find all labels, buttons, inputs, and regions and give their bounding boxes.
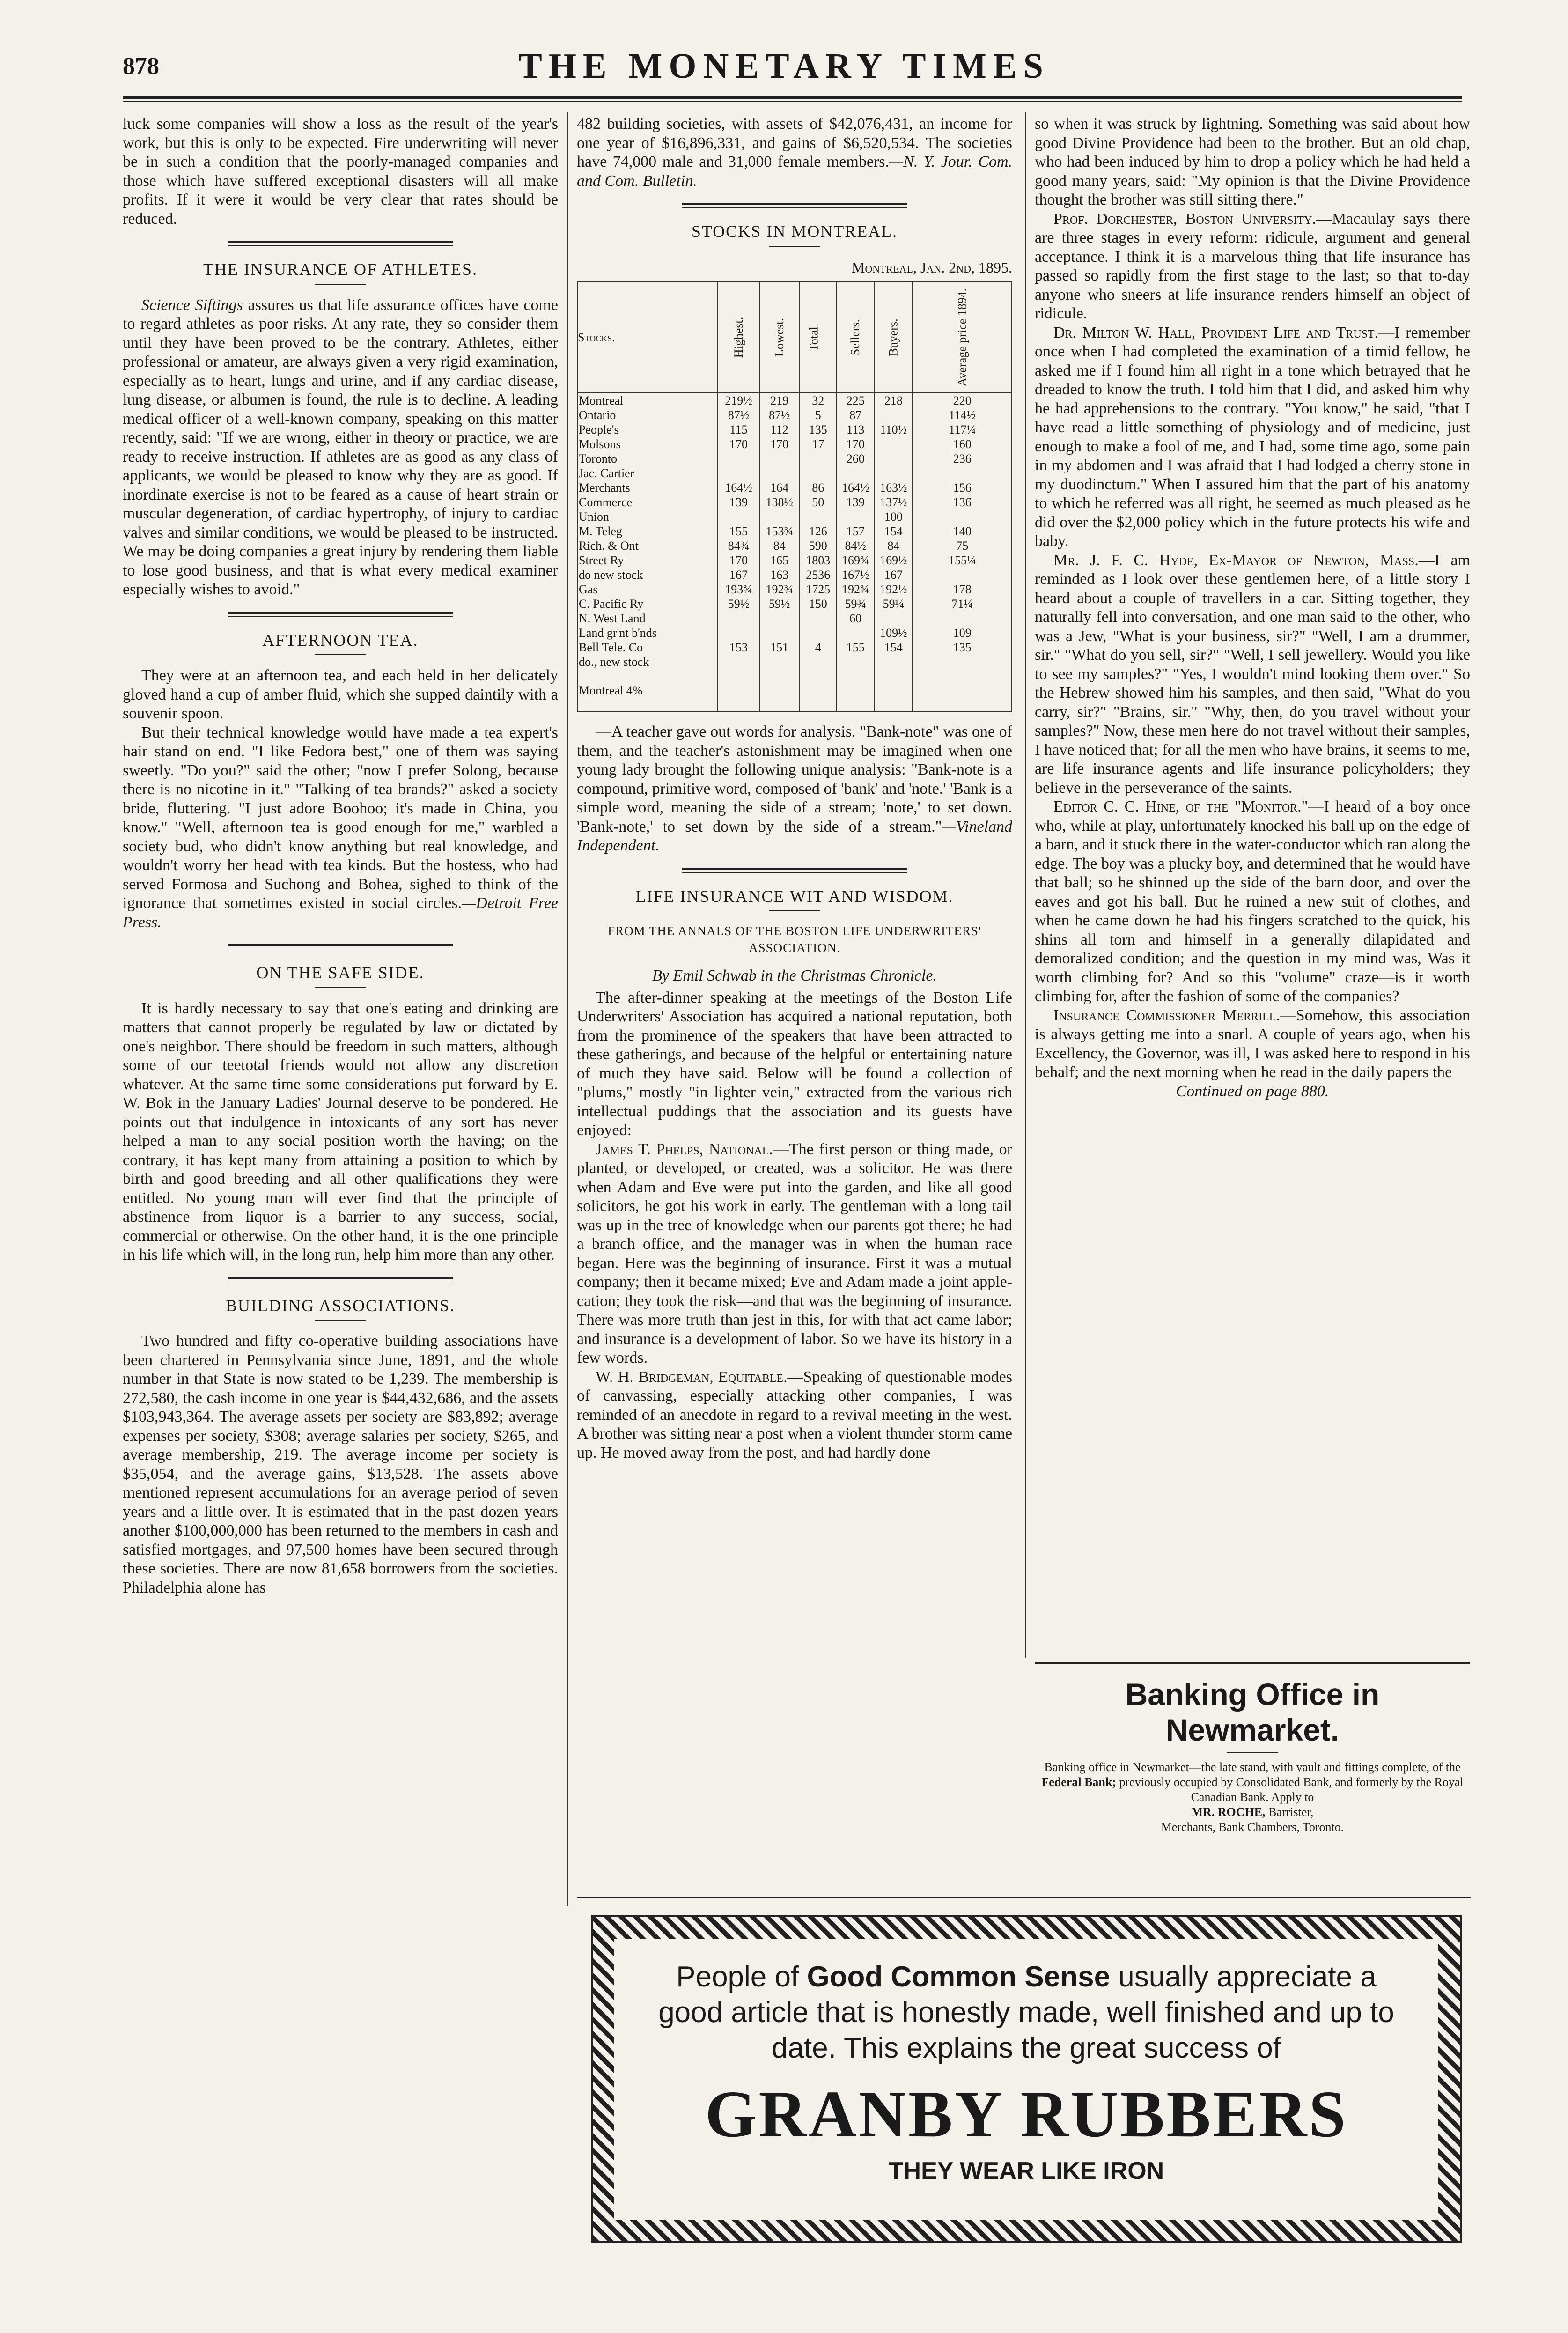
table-cell: 154 (874, 640, 913, 655)
paragraph-text: But their technical knowledge would have made a tea expert's hair stand on end. "I like Fedora best," one of them was saying sweetly. "Do you?" said the other; "now I prefer Solong, because there is no nicotine in it." "Talking of tea brands?" asked a society bride, fluttering. "I just adore Boohoo; it's made in China, you know." "Well, afternoon tea is good enough for me," warbled a society bud, who didn't know anything but real knowledge, and wouldn't worry her head with tea kinds. But the hostess, who had served Formosa and Suchong and Bohea, sighed to think of the ignorance that sometimes existed in social circles. (123, 724, 558, 912)
table-header-cell (759, 282, 799, 393)
table-cell: 170 (718, 437, 759, 451)
table-cell: 86 (799, 480, 837, 495)
section-subheading: FROM THE ANNALS OF THE BOSTON LIFE UNDERWRITERS' ASSOCIATION. (608, 924, 981, 955)
table-cell (799, 451, 837, 466)
table-row (577, 524, 1012, 539)
table-cell: 137½ (874, 495, 913, 509)
section-heading: STOCKS IN MONTREAL. (691, 222, 898, 241)
table-cell: 156 (913, 480, 1012, 495)
table-row (577, 451, 1012, 466)
paragraph: The after-dinner speaking at the meetings of the Boston Life Underwriters' Association has acquired a national reputation, both from the prominence of the speakers that have been attracted to these gatherings, and because of the helpful or entertaining nature of much they have said. Below will be found a collection of "plums," mostly "in lighter vein," extracted from the various rich intellectual puddings that the association and its guests have enjoyed: (577, 989, 1012, 1139)
paragraph-text: —Speaking of questionable modes of canvassing, especially attacking other companies, I was reminded of an anecdote in regard to a revival meeting in the west. A brother was sitting near a post when a violent thunder storm came up. He moved away from the post, and had hardly done (577, 1368, 1012, 1462)
table-cell: 219½ (718, 393, 759, 408)
table-cell: 1803 (799, 553, 837, 568)
ad-emphasis: Good Common Sense (807, 1961, 1111, 1993)
table-cell: 84 (759, 539, 799, 553)
stock-name-cell: do., new stock (577, 655, 718, 669)
table-cell: 113 (837, 422, 874, 437)
table-cell (718, 451, 759, 466)
table-cell: 139 (837, 495, 874, 509)
stock-name-cell: Jac. Cartier (577, 466, 718, 480)
table-cell: 1725 (799, 582, 837, 597)
table-cell: 169¾ (837, 553, 874, 568)
byline: By Emil Schwab in the Christmas Chronicle. (652, 967, 937, 984)
section-heading: AFTERNOON TEA. (262, 630, 419, 650)
table-row (577, 553, 1012, 568)
table-cell (837, 509, 874, 524)
table-row (577, 408, 1012, 422)
table-row (577, 480, 1012, 495)
table-cell: 84½ (837, 539, 874, 553)
ad-copy (614, 1959, 1438, 2066)
stock-name-cell: M. Teleg (577, 524, 718, 539)
stock-name-cell: Montreal 4% (577, 669, 718, 712)
table-cell: 139 (718, 495, 759, 509)
table-cell: 126 (799, 524, 837, 539)
paragraph (1035, 797, 1470, 1006)
table-cell (913, 611, 1012, 626)
table-cell (913, 466, 1012, 480)
table-cell: 87½ (718, 408, 759, 422)
table-row (577, 568, 1012, 582)
table-cell: 71¼ (913, 597, 1012, 611)
table-cell: 100 (874, 509, 913, 524)
table-cell (913, 509, 1012, 524)
table-cell (799, 669, 837, 712)
table-cell: 151 (759, 640, 799, 655)
table-cell: 138½ (759, 495, 799, 509)
paragraph (577, 115, 1012, 191)
paragraph (123, 296, 558, 599)
masthead-rule (123, 96, 1462, 99)
table-header-cell (913, 282, 1012, 393)
table-cell (874, 611, 913, 626)
ad-title: Banking Office in Newmarket. (1125, 1677, 1380, 1747)
ad-address: Merchants, Bank Chambers, Toronto. (1161, 1820, 1344, 1834)
table-cell: 153¾ (759, 524, 799, 539)
heading-rule (769, 910, 820, 911)
speaker-name: Dr. Milton W. Hall, Provident Life and Trust. (1053, 324, 1379, 341)
table-cell: 150 (799, 597, 837, 611)
table-cell: 590 (799, 539, 837, 553)
table-header-cell (874, 282, 913, 393)
table-cell: 155 (837, 640, 874, 655)
table-row (577, 655, 1012, 669)
table-cell: 193¾ (718, 582, 759, 597)
table-cell (874, 466, 913, 480)
page-number: 878 (123, 53, 159, 80)
table-header-cell: Stocks. (577, 282, 718, 393)
stock-name-cell: Union (577, 509, 718, 524)
table-cell: 192½ (874, 582, 913, 597)
heading-rule (315, 654, 366, 655)
table-row (577, 495, 1012, 509)
table-cell: 2536 (799, 568, 837, 582)
masthead-rule-thin (123, 101, 1462, 102)
table-cell: 164 (759, 480, 799, 495)
table-header-label: Lowest. (773, 317, 787, 357)
table-cell (837, 466, 874, 480)
ad-text: Banking office in Newmarket—the late stand, with vault and fittings complete, of the (1044, 1760, 1461, 1774)
table-cell: 75 (913, 539, 1012, 553)
column-2 (577, 115, 1012, 1462)
table-cell (718, 611, 759, 626)
stock-name-cell: Land gr'nt b'nds (577, 626, 718, 640)
table-cell (759, 466, 799, 480)
stock-name-cell: Bell Tele. Co (577, 640, 718, 655)
table-row (577, 611, 1012, 626)
table-cell: 165 (759, 553, 799, 568)
table-row (577, 466, 1012, 480)
table-header-cell (837, 282, 874, 393)
table-cell: 136 (913, 495, 1012, 509)
stocks-date: Montreal, Jan. 2nd, 1895. (851, 258, 1012, 276)
ad-rule (577, 1897, 1471, 1898)
table-cell (913, 655, 1012, 669)
table-cell: 153 (718, 640, 759, 655)
paragraph-text: —I remember once when I had completed the examination of a timid fellow, he asked me if I found him all right in a tone which betrayed that he dreaded to know the truth. I told him that I did, and asked him why he had apprehensions to the contrary. "You know," he said, "that I have read a little something of physiology and of medicine, just enough to make a fool of me, and I had, some time ago, some pain in my abdomen and I was afraid that I had lodged a cherry stone in my duodinctum." When I assured him that the part of his anatomy to which he referred was all right, he seemed as much pleased as he did over the $2,000 policy which in the future protects his wife and baby. (1035, 324, 1470, 550)
stocks-table (577, 281, 1012, 712)
table-cell (913, 568, 1012, 582)
table-cell: 163 (759, 568, 799, 582)
section-rule (228, 612, 453, 617)
paragraph: luck some companies will show a loss as the result of the year's work, but this is only to be expected. Fire underwriting will never be in such a condition that the poorly-managed companies and those which have suffered exceptional disasters will all make profits. If it were it would be very clear that rates should be reduced. (123, 115, 558, 228)
table-cell: 5 (799, 408, 837, 422)
table-cell: 218 (874, 393, 913, 408)
table-cell: 164½ (837, 480, 874, 495)
heading-rule (315, 284, 366, 285)
stock-name-cell: Toronto (577, 451, 718, 466)
section-heading: THE INSURANCE OF ATHLETES. (203, 260, 478, 279)
source-credit: —Detroit Free Press. (123, 894, 558, 931)
table-cell: 167½ (837, 568, 874, 582)
table-row (577, 597, 1012, 611)
table-header-label: Highest. (731, 317, 745, 358)
ad-rule (1035, 1662, 1470, 1664)
table-cell (799, 509, 837, 524)
section-rule (228, 1277, 453, 1282)
table-cell: 50 (799, 495, 837, 509)
table-cell (759, 626, 799, 640)
table-header-row (577, 282, 1012, 393)
table-cell: 17 (799, 437, 837, 451)
table-cell (874, 437, 913, 451)
stock-name-cell: C. Pacific Ry (577, 597, 718, 611)
table-cell: 87½ (759, 408, 799, 422)
paragraph: They were at an afternoon tea, and each held in her delicately gloved hand a cup of amber fluid, which she supped daintily with a souvenir spoon. (123, 667, 558, 722)
table-cell: 225 (837, 393, 874, 408)
table-cell (759, 669, 799, 712)
paragraph-text: —The first person or thing made, or planted, or developed, or created, was a solicitor. He was there when Adam and Eve were put into the garden, and like all good solicitors, he got his work in early. The gentleman with a long tail was up in the tree of knowledge when our parents got there; he had a branch office, and the manager was in when the human race began. Here was the beginning of insurance. First it was a mutual company; then it became mixed; Eve and Adam made a joint apple-cation; they took the risk—and that was the beginning of insurance. There was more truth than jest in this, for with that act came labor; and insurance is a development of labor. So we have its history in a few words. (577, 1140, 1012, 1366)
paragraph (1035, 551, 1470, 798)
table-cell: 220 (913, 393, 1012, 408)
stock-name-cell: Montreal (577, 393, 718, 408)
table-cell (759, 509, 799, 524)
table-cell: 170 (718, 553, 759, 568)
table-cell: 155 (718, 524, 759, 539)
table-cell: 170 (759, 437, 799, 451)
section-rule (228, 241, 453, 246)
table-cell: 112 (759, 422, 799, 437)
ad-contact-name: MR. ROCHE, (1191, 1805, 1266, 1819)
table-cell: 115 (718, 422, 759, 437)
speaker-name: Prof. Dorchester, Boston University. (1053, 210, 1316, 228)
section-rule (228, 944, 453, 949)
table-cell: 169½ (874, 553, 913, 568)
table-header-label: Average price 1894. (955, 288, 969, 387)
table-cell (718, 466, 759, 480)
ad-text: usually appreciate a good article that is honestly made, well finished and up to date. This explains the great success of (658, 1961, 1394, 2064)
table-cell: 117¼ (913, 422, 1012, 437)
continued-note: Continued on page 880. (1176, 1082, 1329, 1100)
table-cell (759, 655, 799, 669)
paragraph-text: 482 building societies, with assets of $42,076,431, an income for one year of $16,896,331, and gains of $6,520,534. The societies have 74,000 male and 31,000 female members. (577, 115, 1012, 170)
table-cell: 84¾ (718, 539, 759, 553)
table-row (577, 437, 1012, 451)
table-header-label: Sellers. (848, 319, 862, 356)
granby-rubbers-ad (591, 1915, 1462, 2243)
table-cell: 167 (718, 568, 759, 582)
table-cell (874, 655, 913, 669)
table-cell (799, 611, 837, 626)
source-title: Science Siftings (141, 296, 243, 314)
column-1 (123, 115, 558, 1597)
table-cell: 260 (837, 451, 874, 466)
table-cell (799, 466, 837, 480)
paragraph-text: —A teacher gave out words for analysis. "Bank-note" was one of them, and the teacher's astonishment may be imagined when one young lady brought the following unique analysis: "Bank-note is a compound, primitive word, composed of 'bank' and 'note.' 'Bank is a simple word, meaning the side of a stream; 'note,' to set down. 'Bank-note,' to set down by the side of a stream." (577, 723, 1012, 835)
speaker-name: Mr. J. F. C. Hyde, Ex-Mayor of Newton, Mass. (1053, 551, 1419, 569)
heading-rule (315, 1320, 366, 1321)
table-cell (837, 669, 874, 712)
stock-name-cell: Molsons (577, 437, 718, 451)
table-row (577, 582, 1012, 597)
paragraph-text: assures us that life assurance offices have come to regard athletes as poor risks. At any rate, they so consider them until they have been proved to be the contrary. Athletes, either professional or amateur, are always given a very rigid examination, especially as to heart, lungs and urine, and if any cardiac disease, lung disease, or albumen is found, the rule is to decline. A leading medical officer of a well-known company, speaking on this matter recently, said: "If we are wrong, either in theory or practice, we are ready to receive instruction. If athletes are as good as any class of applicants, we would be pleased to know why they are as good. If inordinate exercise is not to be feared as a cause of heart strain or muscular degeneration, of cardiac hypertrophy, of injury to cardiac valves and similar conditions, we would be pleased to be instructed. We may be doing companies a great injury by rendering them liable to lose good business, and that is what every medical examiner especially wishes to avoid." (123, 296, 558, 598)
table-row (577, 539, 1012, 553)
table-cell: 164½ (718, 480, 759, 495)
column-3 (1035, 115, 1470, 1101)
table-cell: 110½ (874, 422, 913, 437)
paragraph: Two hundred and fifty co-operative building associations have been chartered in Pennsylvania since June, 1891, and the whole number in that State is now stated to be 1,239. The membership is 272,580, the cash income in one year is $44,432,686, and the assets $103,943,364. The average assets per society are $83,892; average expenses per society, $308; average salaries per society, $265, and average membership, 219. The average income per society is $35,054, and the average gains, $13,528. The assets above mentioned represent accumulations for an average period of seven years and a little over. It is estimated that in the past dozen years another $100,000,000 has been returned to the members in cash and satisfied mortgages, and 97,500 homes have been secured through these societies. There are now 81,658 borrowers from the societies. Philadelphia alone has (123, 1332, 558, 1596)
masthead: THE MONETARY TIMES (518, 46, 1050, 86)
table-cell: 167 (874, 568, 913, 582)
ad-inner (614, 1939, 1438, 2220)
banking-office-ad (1035, 1676, 1470, 1835)
section-heading: LIFE INSURANCE WIT AND WISDOM. (635, 886, 954, 906)
ad-rule-short (1227, 1752, 1278, 1753)
table-cell: 155¼ (913, 553, 1012, 568)
table-cell: 135 (913, 640, 1012, 655)
table-header-cell (718, 282, 759, 393)
table-cell: 59½ (718, 597, 759, 611)
section-rule (682, 868, 907, 873)
section-heading: BUILDING ASSOCIATIONS. (225, 1296, 456, 1315)
stock-name-cell: Ontario (577, 408, 718, 422)
paragraph: It is hardly necessary to say that one's eating and drinking are matters that cannot properly be regulated by law or dictated by one's neighbor. There should be freedom in such matters, although some of our teetotal friends would not allow any discretion whatever. At the same time some considerations put forward by E. W. Bok in the January Ladies' Journal deserve to be pondered. He points out that indulgence in intoxicants of any sort has never helped a man to any social position worth the having; on the contrary, it has kept many from attaining a position to which by birth and good breeding and all other qualifications they were entitled. No young man will ever find that the principle of abstinence from liquor is a barrier to any success, social, commercial or otherwise. On the other hand, it is the one principle in his life which will, in the long run, help him more than any other. (123, 999, 558, 1263)
paragraph (577, 1368, 1012, 1463)
stock-name-cell: People's (577, 422, 718, 437)
table-header-label: Total. (807, 323, 821, 352)
ad-bank-name: Federal Bank; (1041, 1775, 1117, 1789)
table-cell: 154 (874, 524, 913, 539)
paragraph-text: —Somehow, this association is always getting me into a snarl. A couple of years ago, when his Excellency, the Governor, was ill, I was asked here to respond in his behalf; and the next morning when he read in the daily papers the (1035, 1006, 1470, 1081)
stock-name-cell: Street Ry (577, 553, 718, 568)
table-cell: 4 (799, 640, 837, 655)
table-cell (718, 626, 759, 640)
paragraph (1035, 1006, 1470, 1082)
table-cell: 140 (913, 524, 1012, 539)
paragraph-text: —I am reminded as I look over these gentlemen here, of a little story I heard about a couple of travellers in a car. Sitting together, they naturally fell into conversation, and one man said to the other, who was a Jew, "What is your business, sir?" "Well, I am a drummer, sir." "What do you sell, sir?" "Well, I sell jewellery. Would you like to see my samples?" "Yes, I wouldn't mind looking them over." So the Hebrew showed him his samples, and then said, "What do you carry, sir?" "Brains, sir." "Why, then, do you travel without your samples?" Now, these men here do not travel without their samples, I have noticed that; for all the men who have brains, it seems to me, are life insurance agents and life insurance policyholders; they believe in the perseverance of the saints. (1035, 551, 1471, 797)
speaker-name: Insurance Commissioner Merrill. (1053, 1006, 1280, 1024)
table-row (577, 626, 1012, 640)
table-cell (759, 451, 799, 466)
section-rule (682, 203, 907, 208)
speaker-name: Editor C. C. Hine, of the "Monitor." (1053, 798, 1308, 815)
table-cell (759, 611, 799, 626)
source-credit: —N. Y. Jour. Com. and Com. Bulletin. (577, 153, 1012, 190)
heading-rule (315, 987, 366, 988)
table-cell: 170 (837, 437, 874, 451)
section-heading: ON THE SAFE SIDE. (256, 963, 425, 982)
table-cell: 192¾ (837, 582, 874, 597)
table-cell (837, 626, 874, 640)
table-cell (874, 408, 913, 422)
ad-text: previously occupied by Consolidated Bank, and formerly by the Royal Canadian Bank. Apply to (1116, 1775, 1464, 1804)
heading-rule (769, 246, 820, 247)
paragraph: so when it was struck by lightning. Something was said about how good Divine Providence had been to the brother. But an old chap, who had been induced by him to drop a policy which he had held a good many years, said: "My opinion is that the Divine Providence thought the brother was still sitting there." (1035, 115, 1470, 208)
table-cell (718, 509, 759, 524)
table-cell: 163½ (874, 480, 913, 495)
table-cell: 59¾ (837, 597, 874, 611)
table-row (577, 640, 1012, 655)
table-cell: 135 (799, 422, 837, 437)
table-cell: 114½ (913, 408, 1012, 422)
ad-contact-title: Barrister, (1265, 1805, 1314, 1819)
table-row (577, 422, 1012, 437)
stock-name-cell: Rich. & Ont (577, 539, 718, 553)
table-cell (913, 669, 1012, 712)
table-row (577, 509, 1012, 524)
table-cell: 59½ (759, 597, 799, 611)
table-row (577, 669, 1012, 712)
table-cell (718, 669, 759, 712)
table-cell: 109 (913, 626, 1012, 640)
table-cell: 178 (913, 582, 1012, 597)
ad-brand: GRANBY RUBBERS (705, 2077, 1348, 2151)
table-cell: 60 (837, 611, 874, 626)
stock-name-cell: Merchants (577, 480, 718, 495)
speaker-name: James T. Phelps, National. (596, 1140, 773, 1158)
ad-text: People of (676, 1961, 807, 1993)
stock-name-cell: Commerce (577, 495, 718, 509)
table-cell (799, 655, 837, 669)
stock-name-cell: N. West Land (577, 611, 718, 626)
stock-name-cell: do new stock (577, 568, 718, 582)
table-cell: 32 (799, 393, 837, 408)
table-cell: 192¾ (759, 582, 799, 597)
stock-name-cell: Gas (577, 582, 718, 597)
column-divider (1025, 112, 1026, 1658)
table-header-cell (799, 282, 837, 393)
table-body (577, 393, 1012, 712)
table-cell (837, 655, 874, 669)
table-cell: 160 (913, 437, 1012, 451)
table-cell: 87 (837, 408, 874, 422)
column-divider (567, 112, 568, 1906)
ad-tagline: THEY WEAR LIKE IRON (888, 2157, 1164, 2185)
table-cell: 59¼ (874, 597, 913, 611)
table-cell (718, 655, 759, 669)
table-row (577, 393, 1012, 408)
paragraph (577, 723, 1012, 856)
source-credit: —Vineland Independent. (577, 818, 1012, 854)
table-cell: 157 (837, 524, 874, 539)
table-cell: 219 (759, 393, 799, 408)
paragraph-text: —Macaulay says there are three stages in every reform: ridicule, argument and general acceptance. I think it is a marvelous thing that life insurance has passed so rapidly from the first stage to the last; so that to-day anyone who sneers at life insurance renders himself an object of ridicule. (1035, 210, 1470, 322)
ad-body (1035, 1760, 1470, 1835)
table-header-label: Buyers. (886, 318, 900, 356)
paragraph (123, 724, 558, 932)
paragraph (577, 1140, 1012, 1368)
table-cell (874, 451, 913, 466)
paragraph (1035, 324, 1470, 551)
paragraph (1035, 210, 1470, 324)
table-cell: 236 (913, 451, 1012, 466)
table-cell: 109½ (874, 626, 913, 640)
table-cell (874, 669, 913, 712)
speaker-name: W. H. Bridgeman, Equitable. (596, 1368, 788, 1386)
table-cell (799, 626, 837, 640)
table-cell: 84 (874, 539, 913, 553)
paragraph-text: —I heard of a boy once who, while at play, unfortunately knocked his ball up on the edge of a barn, and it stuck there in the water-conductor which ran along the edge. The boy was a plucky boy, and determined that he would have that ball; so he shinned up the side of the barn door, and over the eaves and got his ball. But he ruined a new suit of clothes, and when he came down he had his fingers scratched to the quick, his shins all torn and himself in a generally dilapidated and demoralized condition; and the question in my mind was, Was it worth climbing for? And so this "volume" craze—is it worth climbing for, after the fashion of some of the companies? (1035, 798, 1471, 1005)
